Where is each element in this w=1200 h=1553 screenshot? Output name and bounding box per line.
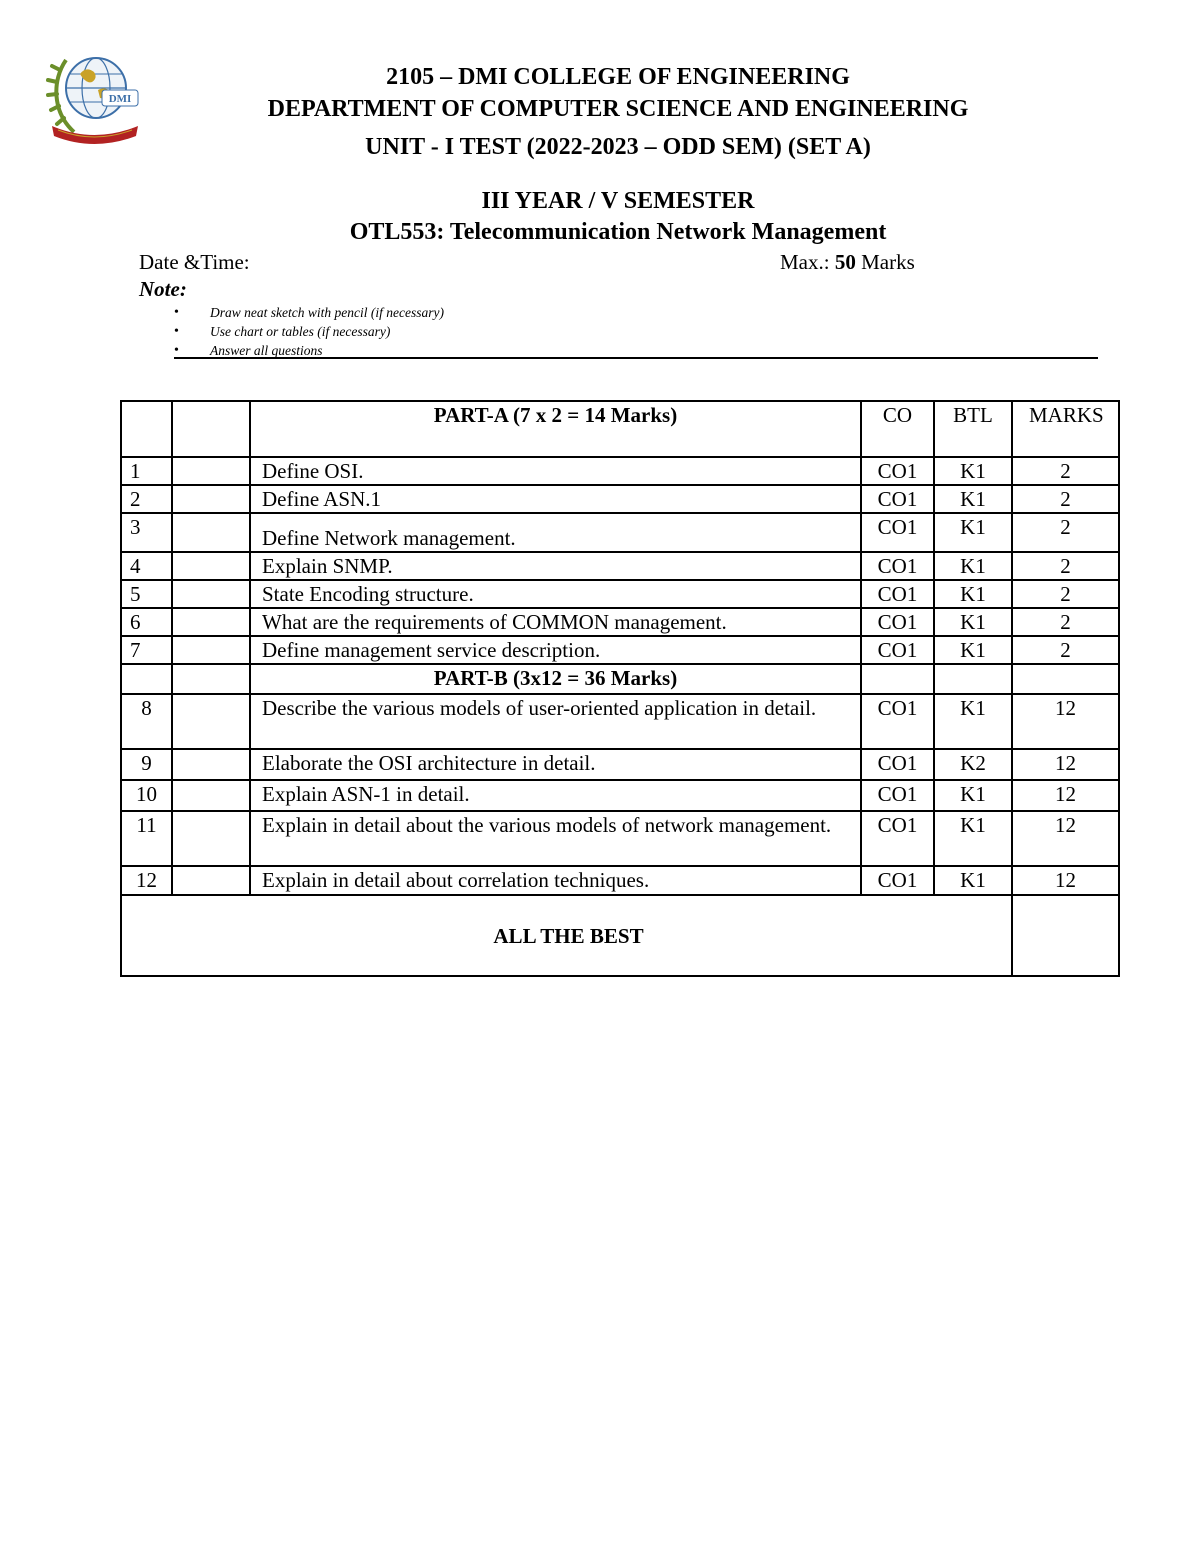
date-time-label: Date &Time: — [139, 250, 250, 274]
question-text: Define OSI. — [250, 457, 861, 485]
question-text: Define management service description. — [250, 636, 861, 664]
part-a-title: PART-A (7 x 2 = 14 Marks) — [250, 401, 861, 457]
marks-header: MARKS — [1012, 401, 1119, 457]
part-b-header-row — [121, 664, 1119, 694]
notes-list — [174, 303, 444, 360]
year-semester: III YEAR / V SEMESTER — [481, 188, 755, 214]
question-text: Explain in detail about the various models of network management. — [250, 811, 861, 866]
note-item: • Answer all questions — [174, 341, 444, 360]
question-text: State Encoding structure. — [250, 580, 861, 608]
table-row: 6 What are the requirements of COMMON management. CO1 K1 2 — [121, 608, 1119, 636]
note-item: • Draw neat sketch with pencil (if necessary) — [174, 303, 444, 322]
all-the-best: ALL THE BEST — [121, 895, 1012, 976]
table-header-row — [121, 401, 1119, 457]
footer-row — [121, 895, 1119, 976]
question-text: Explain in detail about correlation techniques. — [250, 866, 861, 895]
college-logo — [44, 40, 144, 146]
note-label: Note: — [139, 277, 187, 301]
question-text: Define ASN.1 — [250, 485, 861, 513]
table-row: 5 State Encoding structure. CO1 K1 2 — [121, 580, 1119, 608]
question-text: Define Network management. — [250, 513, 861, 552]
course-title: OTL553: Telecommunication Network Management — [349, 219, 887, 245]
table-row: 7 Define management service description. CO1 K1 2 — [121, 636, 1119, 664]
question-text: Explain SNMP. — [250, 552, 861, 580]
college-name: 2105 – DMI COLLEGE OF ENGINEERING — [386, 64, 850, 90]
co-header: CO — [861, 401, 934, 457]
divider — [174, 357, 1098, 359]
table-row: 8 Describe the various models of user-oriented application in detail. CO1 K1 12 — [121, 694, 1119, 749]
max-marks: Max.: 50 Marks — [780, 250, 915, 274]
department-name: DEPARTMENT OF COMPUTER SCIENCE AND ENGINEERING — [267, 96, 969, 122]
table-row: 1 Define OSI. CO1 K1 2 — [121, 457, 1119, 485]
note-item: • Use chart or tables (if necessary) — [174, 322, 444, 341]
btl-header: BTL — [934, 401, 1012, 457]
question-text: What are the requirements of COMMON management. — [250, 608, 861, 636]
logo-text: DMI — [108, 93, 132, 105]
table-row: 9 Elaborate the OSI architecture in detail. CO1 K2 12 — [121, 749, 1119, 780]
test-title: UNIT - I TEST (2022-2023 – ODD SEM) (SET A) — [365, 134, 871, 160]
table-row: 11 Explain in detail about the various models of network management. CO1 K1 12 — [121, 811, 1119, 866]
question-text: Elaborate the OSI architecture in detail. — [250, 749, 861, 780]
part-b-title: PART-B (3x12 = 36 Marks) — [250, 664, 861, 694]
table-row: 2 Define ASN.1 CO1 K1 2 — [121, 485, 1119, 513]
question-text: Describe the various models of user-oriented application in detail. — [250, 694, 861, 749]
question-text: Explain ASN-1 in detail. — [250, 780, 861, 811]
table-row: 3 Define Network management. CO1 K1 2 — [121, 513, 1119, 552]
table-row: 4 Explain SNMP. CO1 K1 2 — [121, 552, 1119, 580]
question-table — [120, 400, 1120, 977]
table-row: 10 Explain ASN-1 in detail. CO1 K1 12 — [121, 780, 1119, 811]
table-row: 12 Explain in detail about correlation techniques. CO1 K1 12 — [121, 866, 1119, 895]
